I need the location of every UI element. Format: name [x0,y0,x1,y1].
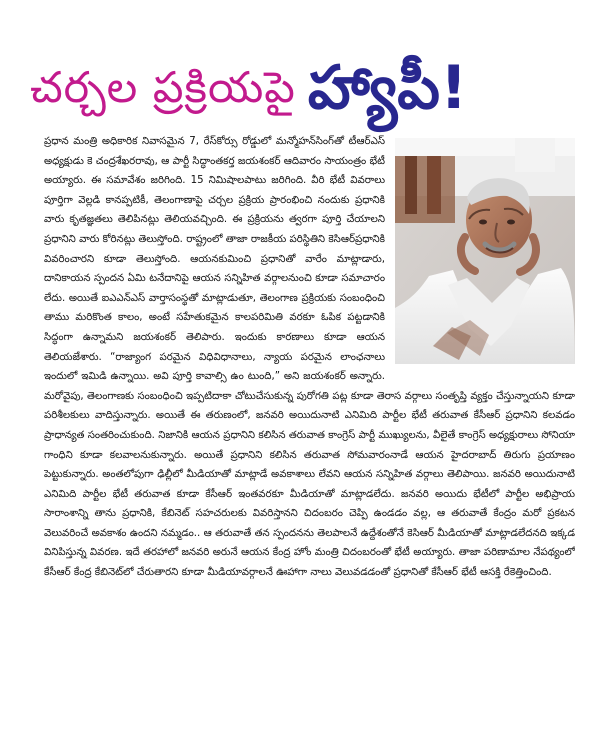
portrait-photo-icon [395,138,575,364]
article-text: ప్రధాన మంత్రి అధికారిక నివాసమైన 7, రేస్‌కోర్సు రోడ్డులో మన్మోహన్‌సింగ్‌తో టీఆర్‌ఎస్ అధ్యక్షుడు కె చంద్రశేఖరరావు, ఆ పార్టీ సిద్ధాంతకర్త జయశంకర్ ఆదివారం సాయంత్రం భేటీ అయ్యారు. ఈ సమావేశం జరిగింది. 15 నిమిషాలపాటు జరిగింది. వీరి భేటీ వివరాలు పూర్తిగా వెల్లడి కానప్పటికీ, తెలంగాణాపై చర్చల ప్రక్రియ ప్రారంభించి నందుకు ప్రధానికి వారు కృతజ్ఞతలు తెలిపినట్లు తెలియవచ్చింది. ఈ ప్రక్రియను త్వరగా పూర్తి చేయాలని ప్రధానిని వారు కోరినట్లు తెలుస్తోంది. రాష్ట్రంలో తాజా రాజకీయ పరిస్థితిని కెసిఆర్‌ప్రధానికి వివరించారని కూడా తెలుస్తోంది. ఆయనకుమించి ప్రధానితో వారేం మాట్లాడారు, దానికాయన స్పందన ఏమి టనేదానిపై ఆయన సన్నిహిత వర్గాలనుంచి కూడా సమాచారం లేదు. అయితే ఐఎఎన్‌ఎస్ వార్తాసంస్థతో మాట్లాడుతూ, తెలంగాణ ప్రక్రియకు సంబంధించి తాము మరికొంత కాలం, అంటే సహేతుకమైన కాలపరిమితి వరకూ ఓపిక పట్టడానికి సిద్ధంగా ఉన్నామని జయశంకర్ తెలిపారు. ఇందుకు కారణాలు కూడా ఆయన తెలియజేశారు. “రాజ్యాంగ పరమైన విధివిధానాలు, న్యాయ పరమైన లాంఛనాలు ఇందులో ఇమిడి ఉన్నాయి. అవి పూర్తి కావాల్సి ఉం టుంది,” అని జయశంకర్ అన్నారు. మరోవైపు, తెలంగాణకు సంబంధించి ఇప్పటిదాకా చోటుచేసుకున్న పురోగతి పట్ల కూడా తెరాస వర్గాలు సంతృప్తి వ్యక్తం చేస్తున్నాయని కూడా పరిశీలకులు వాదిస్తున్నారు. అయితే ఈ తరుణంలో, జనవరి అయిదునాటి ఎనిమిది పార్టీల భేటీ తరువాత కేసీఆర్ ప్రధానిని కలవడం ప్రాధాన్యత సంతరించుకుంది. నిజానికి ఆయన ప్రధానిని కలిసిన తరువాత కాంగ్రెస్ పార్టీ ముఖ్యులను, వీలైతే కాంగ్రెస్ అధ్యక్షురాలు సోనియా గాంధిని కూడా కలవాలనుకున్నారు. అయితే ప్రధానిని కలిసిన తరువాత సోమవారంనాడే ఆయన హైదరాబాద్ తిరుగు ప్రయాణం పెట్టుకున్నారు. అంతలోపుగా ఢిల్లీలో మీడియాతో మాట్లాడే అవకాశాలు లేవని ఆయన సన్నిహిత వర్గాలు తెలిపాయి. జనవరి అయిదునాటి ఎనిమిది పార్టీల భేటీ తరువాత కూడా కేసీఆర్ ఇంతవరకూ మీడియాతో మాట్లాడలేదు. జనవరి అయిదు భేటీలో పార్టీల అభిప్రాయ సారాంశాన్ని తాను ప్రధానికి, కేబినెట్ సహచరులకు వివరిస్తానని చిదంబరం చెప్పి ఉండడం వల్ల, ఆ తరువాతే కేంద్రం మరో ప్రకటన వెలువరించే అవకాశం ఉందని నమ్మడం.. ఆ తరువాతే తన స్పందనను తెలపాలనే ఉద్దేశంతోనే కెసిఆర్ మీడియాతో మాట్లాడలేదనది ఇక్కడ వినిపిస్తున్న వివరణ. ఇదే తరహాలో జనవరి అరునే ఆయన కేంద్ర హోం మంత్రి చిదంబరంతో భేటీ అయ్యారు. తాజా పరిణామాల నేపథ్యంలో కేసీఆర్ కేంద్ర కేబినెట్‌లో చేరుతారని కూడా మీడియావర్గాలనే ఊహాగా నాలు వెలువడడంతో ప్రధానితో కేసీఆర్ భేటీ ఆసక్తి రేకెత్తించింది. [44,136,575,579]
headline-main-text: చర్చల ప్రక్రియపై [30,63,296,113]
article-body [44,132,575,722]
headline [30,40,590,123]
headline-accent-text: హ్యాపీ! [307,53,468,123]
